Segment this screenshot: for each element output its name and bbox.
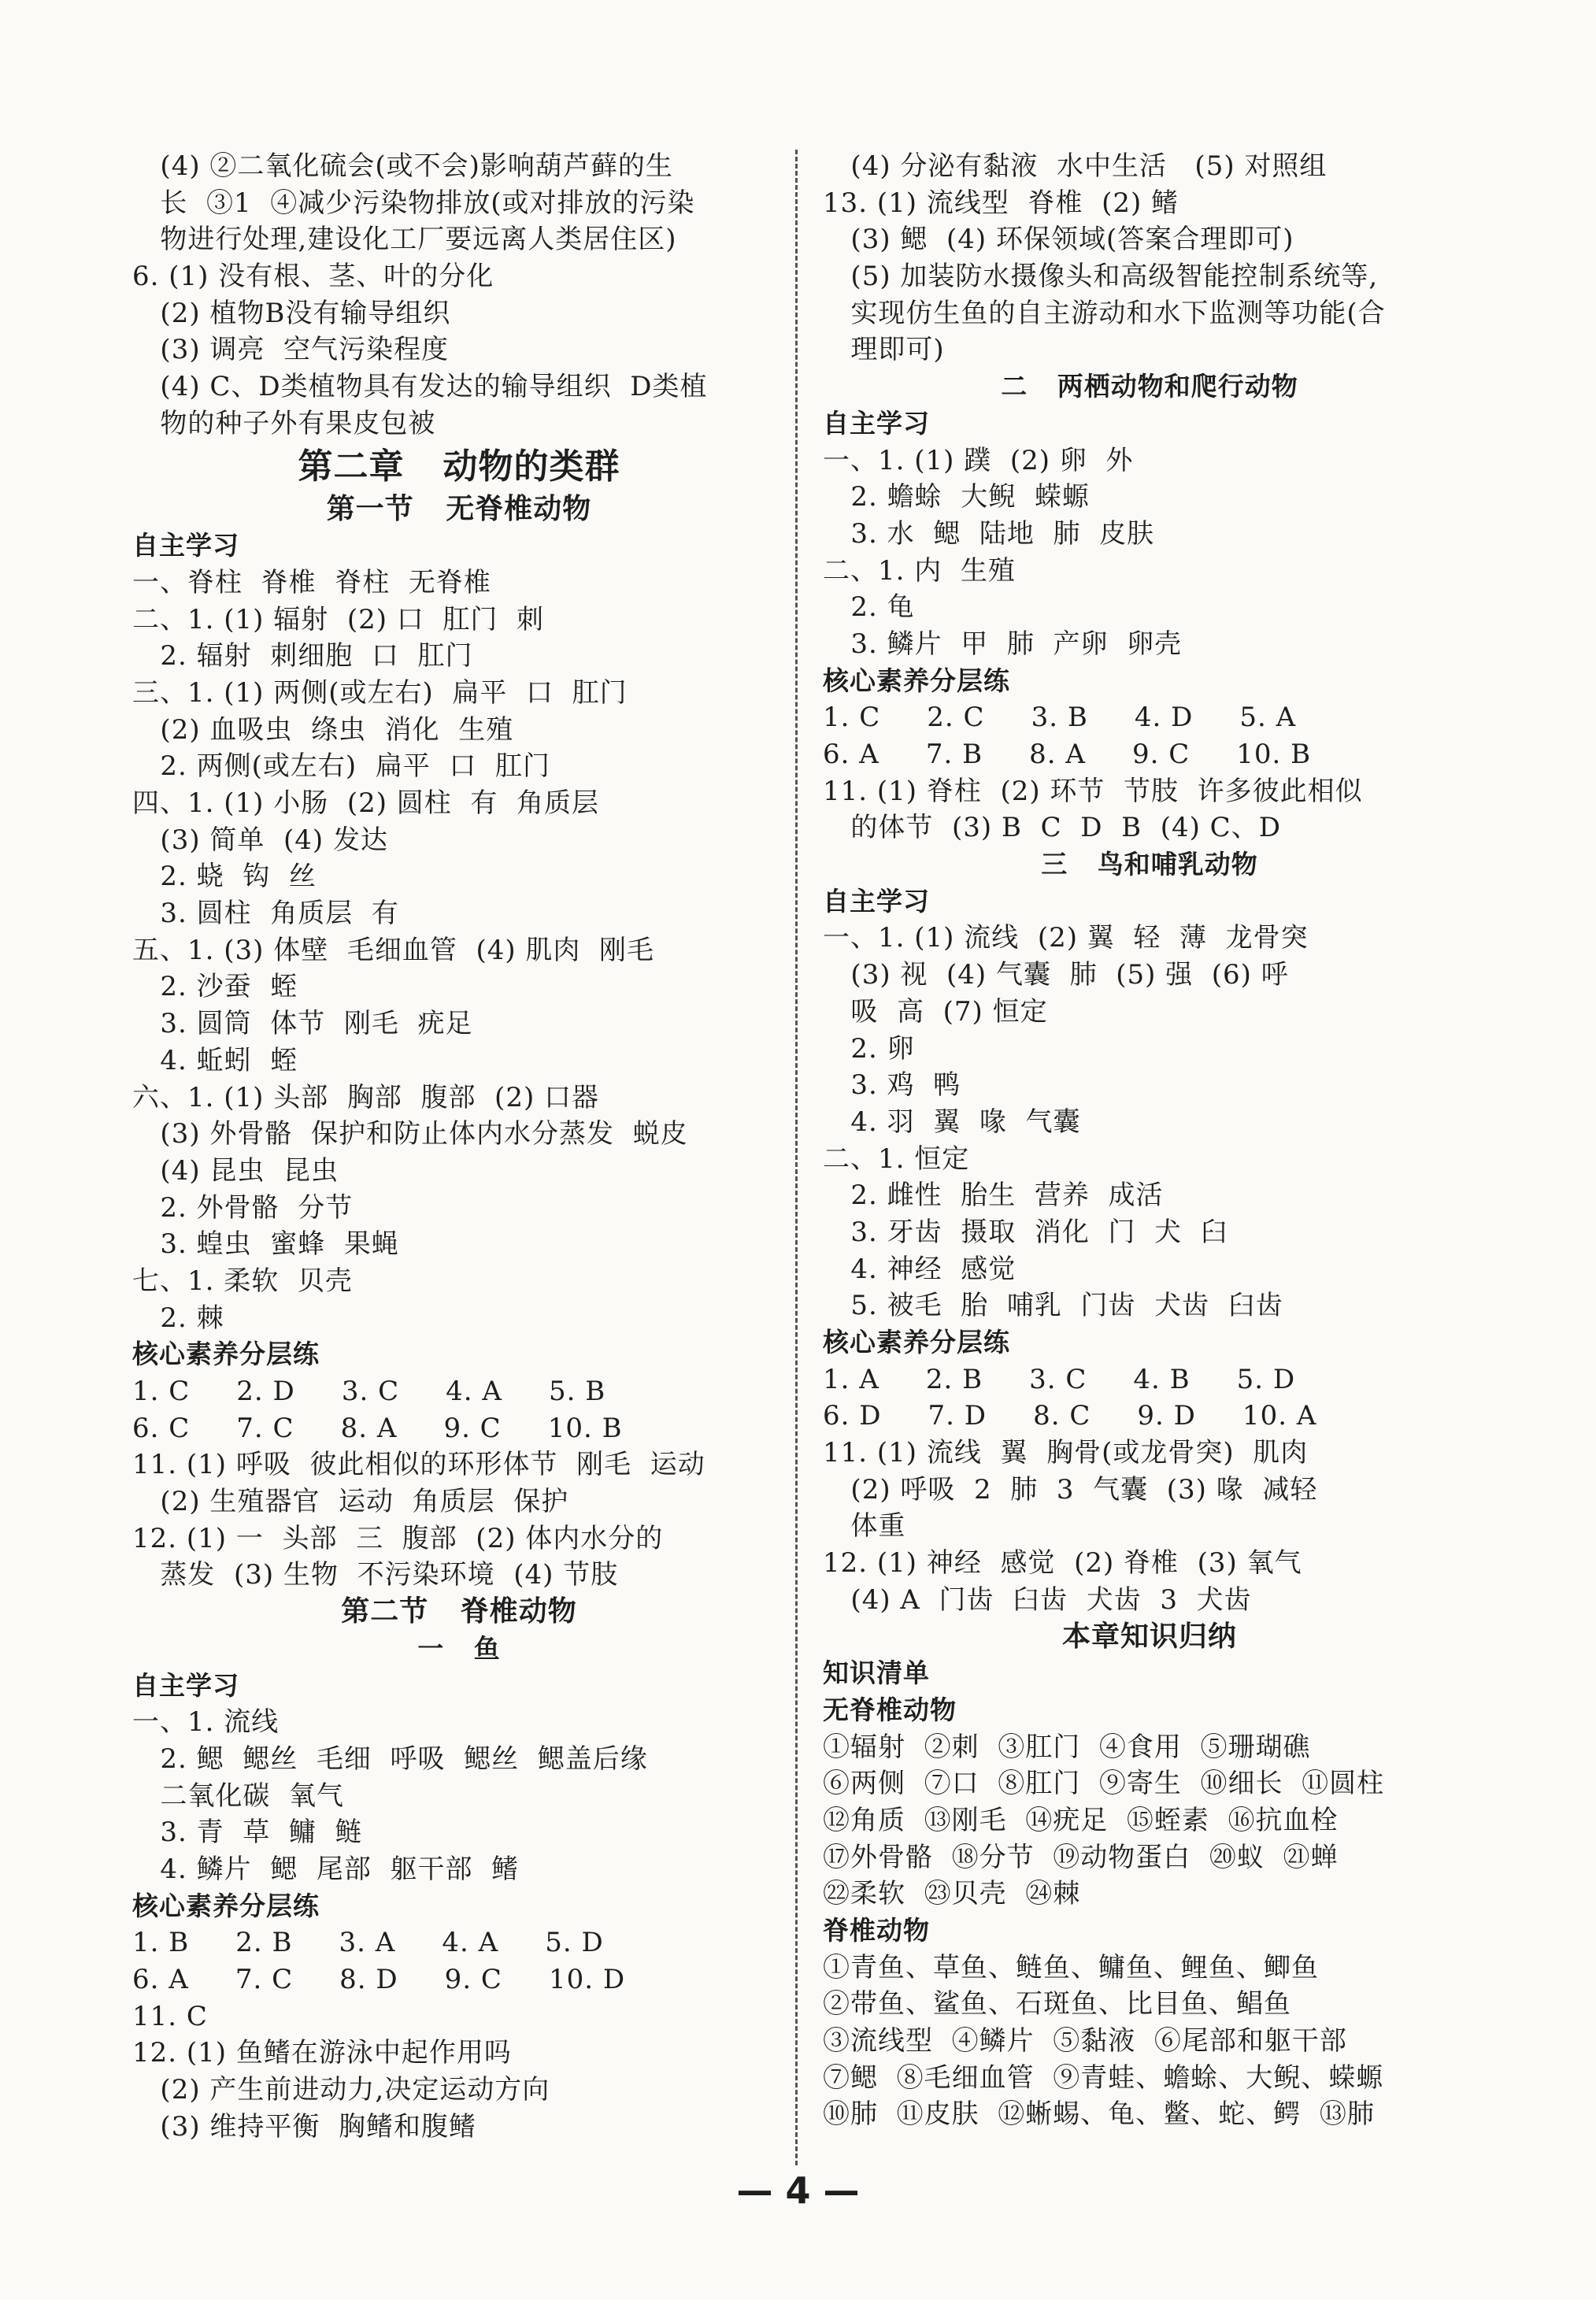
- answer-line: 一、1. (1) 蹼 (2) 卵 外: [823, 444, 1134, 476]
- answer-line: 理即可): [823, 334, 945, 366]
- answer-line: 五、1. (3) 体壁 毛细血管 (4) 肌肉 刚毛: [132, 934, 655, 966]
- answer-line: 2. 两侧(或左右) 扁平 口 肛门: [132, 750, 551, 783]
- answer-line: ⑰外骨骼 ⑱分节 ⑲动物蛋白 ⑳蚁 ㉑蝉: [823, 1841, 1339, 1873]
- answer-line: 1. C 2. D 3. C 4. A 5. B: [132, 1376, 606, 1407]
- section-label: 无脊椎动物: [823, 1694, 957, 1725]
- answer-line: ㉒柔软 ㉓贝壳 ㉔棘: [823, 1878, 1081, 1910]
- answer-line: 6. A 7. C 8. D 9. C 10. D: [132, 1964, 626, 1995]
- answer-line: ⑩肺 ⑪皮肤 ⑫蜥蜴、龟、鳖、蛇、鳄 ⑬肺: [823, 2098, 1375, 2131]
- answer-line: 13. (1) 流线型 脊椎 (2) 鳍: [823, 187, 1179, 219]
- answer-line: 1. B 2. B 3. A 4. A 5. D: [132, 1927, 604, 1959]
- answer-line: (4) 分泌有黏液 水中生活 (5) 对照组: [823, 150, 1328, 182]
- answer-line: 11. (1) 脊柱 (2) 环节 节肢 许多彼此相似: [823, 775, 1363, 807]
- answer-line: 2. 卵: [823, 1032, 915, 1065]
- answer-line: 的体节 (3) B C D B (4) C、D: [823, 812, 1281, 844]
- answer-line: 蒸发 (3) 生物 不污染环境 (4) 节肢: [132, 1559, 619, 1591]
- answer-line: (2) 产生前进动力,决定运动方向: [132, 2074, 550, 2106]
- answer-line: 物的种子外有果皮包被: [132, 407, 436, 439]
- answer-line: 2. 鳃 鳃丝 毛细 呼吸 鳃丝 鳃盖后缘: [132, 1743, 648, 1775]
- answer-line: 6. C 7. C 8. A 9. C 10. B: [132, 1412, 623, 1444]
- answer-line: ①辐射 ②刺 ③肛门 ④食用 ⑤珊瑚礁: [823, 1731, 1311, 1763]
- answer-line: 三、1. (1) 两侧(或左右) 扁平 口 肛门: [132, 676, 628, 709]
- left-column: [132, 148, 786, 2145]
- answer-line: ②带鱼、鲨鱼、石斑鱼、比目鱼、鲳鱼: [823, 1988, 1291, 2020]
- answer-line: (4) A 门齿 臼齿 犬齿 3 犬齿: [823, 1583, 1252, 1616]
- answer-line: 六、1. (1) 头部 胸部 腹部 (2) 口器: [132, 1081, 600, 1113]
- answer-line: 4. 鳞片 鳃 尾部 躯干部 鳍: [132, 1853, 520, 1885]
- answer-line: (3) 维持平衡 胸鳍和腹鳍: [132, 2110, 477, 2143]
- answer-line: 2. 辐射 刺细胞 口 肛门: [132, 640, 473, 672]
- page-number: — 4 —: [736, 2169, 860, 2212]
- answer-line: 二、1. 恒定: [823, 1143, 970, 1175]
- answer-line: 1. A 2. B 3. C 4. B 5. D: [823, 1363, 1296, 1395]
- answer-line: (2) 血吸虫 绦虫 消化 生殖: [132, 713, 514, 746]
- answer-line: 3. 水 鳃 陆地 肺 皮肤: [823, 517, 1155, 550]
- answer-line: 12. (1) 一 头部 三 腹部 (2) 体内水分的: [132, 1522, 664, 1554]
- right-column: [823, 148, 1476, 2133]
- answer-line: 一、脊柱 脊椎 脊柱 无脊椎: [132, 566, 491, 598]
- section-label: 自主学习: [132, 1669, 239, 1701]
- subsection-title: 三 鸟和哺乳动物: [1041, 849, 1258, 880]
- answer-line: 2. 外骨骼 分节: [132, 1191, 354, 1224]
- answer-line: ⑥两侧 ⑦口 ⑧肛门 ⑨寄生 ⑩细长 ⑪圆柱: [823, 1768, 1385, 1800]
- chapter-title: 第二章 动物的类群: [298, 446, 620, 487]
- answer-line: 3. 牙齿 摄取 消化 门 犬 臼: [823, 1216, 1228, 1248]
- section-label: 自主学习: [823, 407, 930, 439]
- answer-line: 11. (1) 呼吸 彼此相似的环形体节 刚毛 运动: [132, 1449, 705, 1481]
- answer-line: 七、1. 柔软 贝壳: [132, 1265, 353, 1297]
- answer-line: 12. (1) 神经 感觉 (2) 脊椎 (3) 氧气: [823, 1547, 1302, 1580]
- section-title: 第二节 脊椎动物: [341, 1595, 577, 1628]
- subsection-title: 二 两栖动物和爬行动物: [1001, 371, 1298, 402]
- answer-line: 2. 棘: [132, 1302, 224, 1334]
- answer-line: (2) 植物B没有输导组织: [132, 297, 451, 329]
- answer-line: (4) ②二氧化硫会(或不会)影响葫芦藓的生: [132, 150, 673, 182]
- answer-line: (3) 视 (4) 气囊 肺 (5) 强 (6) 呼: [823, 959, 1289, 991]
- answer-line: 11. C: [132, 2000, 208, 2032]
- subsection-title: 一 鱼: [417, 1632, 501, 1664]
- answer-line: 12. (1) 鱼鳍在游泳中起作用吗: [132, 2037, 512, 2069]
- column-divider: [795, 150, 798, 2165]
- answer-line: (5) 加装防水摄像头和高级智能控制系统等,: [823, 261, 1379, 293]
- answer-line: (3) 简单 (4) 发达: [132, 824, 388, 856]
- answer-line: 3. 圆筒 体节 刚毛 疣足: [132, 1008, 473, 1040]
- section-label: 脊椎动物: [823, 1915, 930, 1946]
- answer-line: 物进行处理,建设化工厂要远离人类居住区): [132, 224, 677, 256]
- answer-line: ③流线型 ④鳞片 ⑤黏液 ⑥尾部和躯干部: [823, 2025, 1347, 2057]
- answer-line: 2. 龟: [823, 591, 915, 624]
- answer-line: 一、1. 流线: [132, 1706, 280, 1739]
- section-label: 自主学习: [132, 530, 239, 561]
- section-label: 核心素养分层练: [823, 1327, 1010, 1357]
- answer-line: 1. C 2. C 3. B 4. D 5. A: [823, 702, 1297, 734]
- answer-line: 四、1. (1) 小肠 (2) 圆柱 有 角质层: [132, 787, 600, 819]
- answer-line: ⑫角质 ⑬刚毛 ⑭疣足 ⑮蛭素 ⑯抗血栓: [823, 1804, 1339, 1836]
- answer-line: 二、1. 内 生殖: [823, 554, 1016, 587]
- answer-line: 3. 青 草 鳙 鲢: [132, 1817, 363, 1849]
- section-label: 知识清单: [823, 1657, 930, 1689]
- answer-line: 6. D 7. D 8. C 9. D 10. A: [823, 1400, 1317, 1432]
- answer-line: 2. 蟾蜍 大鲵 蝾螈: [823, 481, 1090, 513]
- section-title: 本章知识归纳: [1061, 1620, 1237, 1653]
- answer-line: 实现仿生鱼的自主游动和水下监测等功能(合: [823, 297, 1386, 329]
- answer-line: 11. (1) 流线 翼 胸骨(或龙骨突) 肌肉: [823, 1437, 1309, 1469]
- answer-line: 3. 鸡 鸭: [823, 1069, 961, 1102]
- answer-line: 3. 鳞片 甲 肺 产卵 卵壳: [823, 628, 1183, 660]
- section-label: 核心素养分层练: [132, 1890, 320, 1921]
- answer-line: 6. A 7. B 8. A 9. C 10. B: [823, 739, 1312, 770]
- answer-line: (4) C、D类植物具有发达的输导组织 D类植: [132, 371, 708, 403]
- answer-line: 二氧化碳 氧气: [132, 1780, 345, 1812]
- answer-line: 吸 高 (7) 恒定: [823, 995, 1048, 1028]
- answer-line: 4. 羽 翼 喙 气囊: [823, 1106, 1081, 1138]
- answer-line: ⑦鳃 ⑧毛细血管 ⑨青蛙、蟾蜍、大鲵、蝾螈: [823, 2061, 1384, 2094]
- answer-line: 6. (1) 没有根、茎、叶的分化: [132, 261, 494, 293]
- answer-line: (2) 呼吸 2 肺 3 气囊 (3) 喙 减轻: [823, 1473, 1318, 1506]
- section-label: 核心素养分层练: [132, 1339, 320, 1370]
- section-title: 第一节 无脊椎动物: [326, 492, 592, 525]
- answer-line: 二、1. (1) 辐射 (2) 口 肛门 刺: [132, 603, 545, 635]
- answer-line: 一、1. (1) 流线 (2) 翼 轻 薄 龙骨突: [823, 922, 1309, 954]
- answer-line: 2. 蛲 钩 丝: [132, 861, 317, 893]
- section-label: 自主学习: [823, 885, 930, 917]
- answer-line: 长 ③1 ④减少污染物排放(或对排放的污染: [132, 187, 695, 219]
- answer-line: 4. 神经 感觉: [823, 1253, 1016, 1285]
- answer-line: 4. 蚯蚓 蛭: [132, 1044, 298, 1076]
- answer-line: ①青鱼、草鱼、鲢鱼、鳙鱼、鲤鱼、鲫鱼: [823, 1951, 1319, 1983]
- answer-line: (3) 调亮 空气污染程度: [132, 334, 450, 366]
- answer-line: 体重: [823, 1510, 906, 1543]
- answer-line: (2) 生殖器官 运动 角质层 保护: [132, 1486, 569, 1518]
- answer-line: 5. 被毛 胎 哺乳 门齿 犬齿 臼齿: [823, 1290, 1283, 1322]
- answer-line: 3. 蝗虫 蜜蜂 果蝇: [132, 1228, 399, 1261]
- answer-line: (3) 外骨骼 保护和防止体内水分蒸发 蜕皮: [132, 1118, 688, 1150]
- answer-line: 2. 雌性 胎生 营养 成活: [823, 1180, 1164, 1212]
- section-label: 核心素养分层练: [823, 665, 1010, 696]
- answer-line: 3. 圆柱 角质层 有: [132, 898, 399, 930]
- answer-line: 2. 沙蚕 蛭: [132, 971, 298, 1003]
- answer-line: (4) 昆虫 昆虫: [132, 1154, 339, 1187]
- answer-line: (3) 鳃 (4) 环保领域(答案合理即可): [823, 224, 1294, 256]
